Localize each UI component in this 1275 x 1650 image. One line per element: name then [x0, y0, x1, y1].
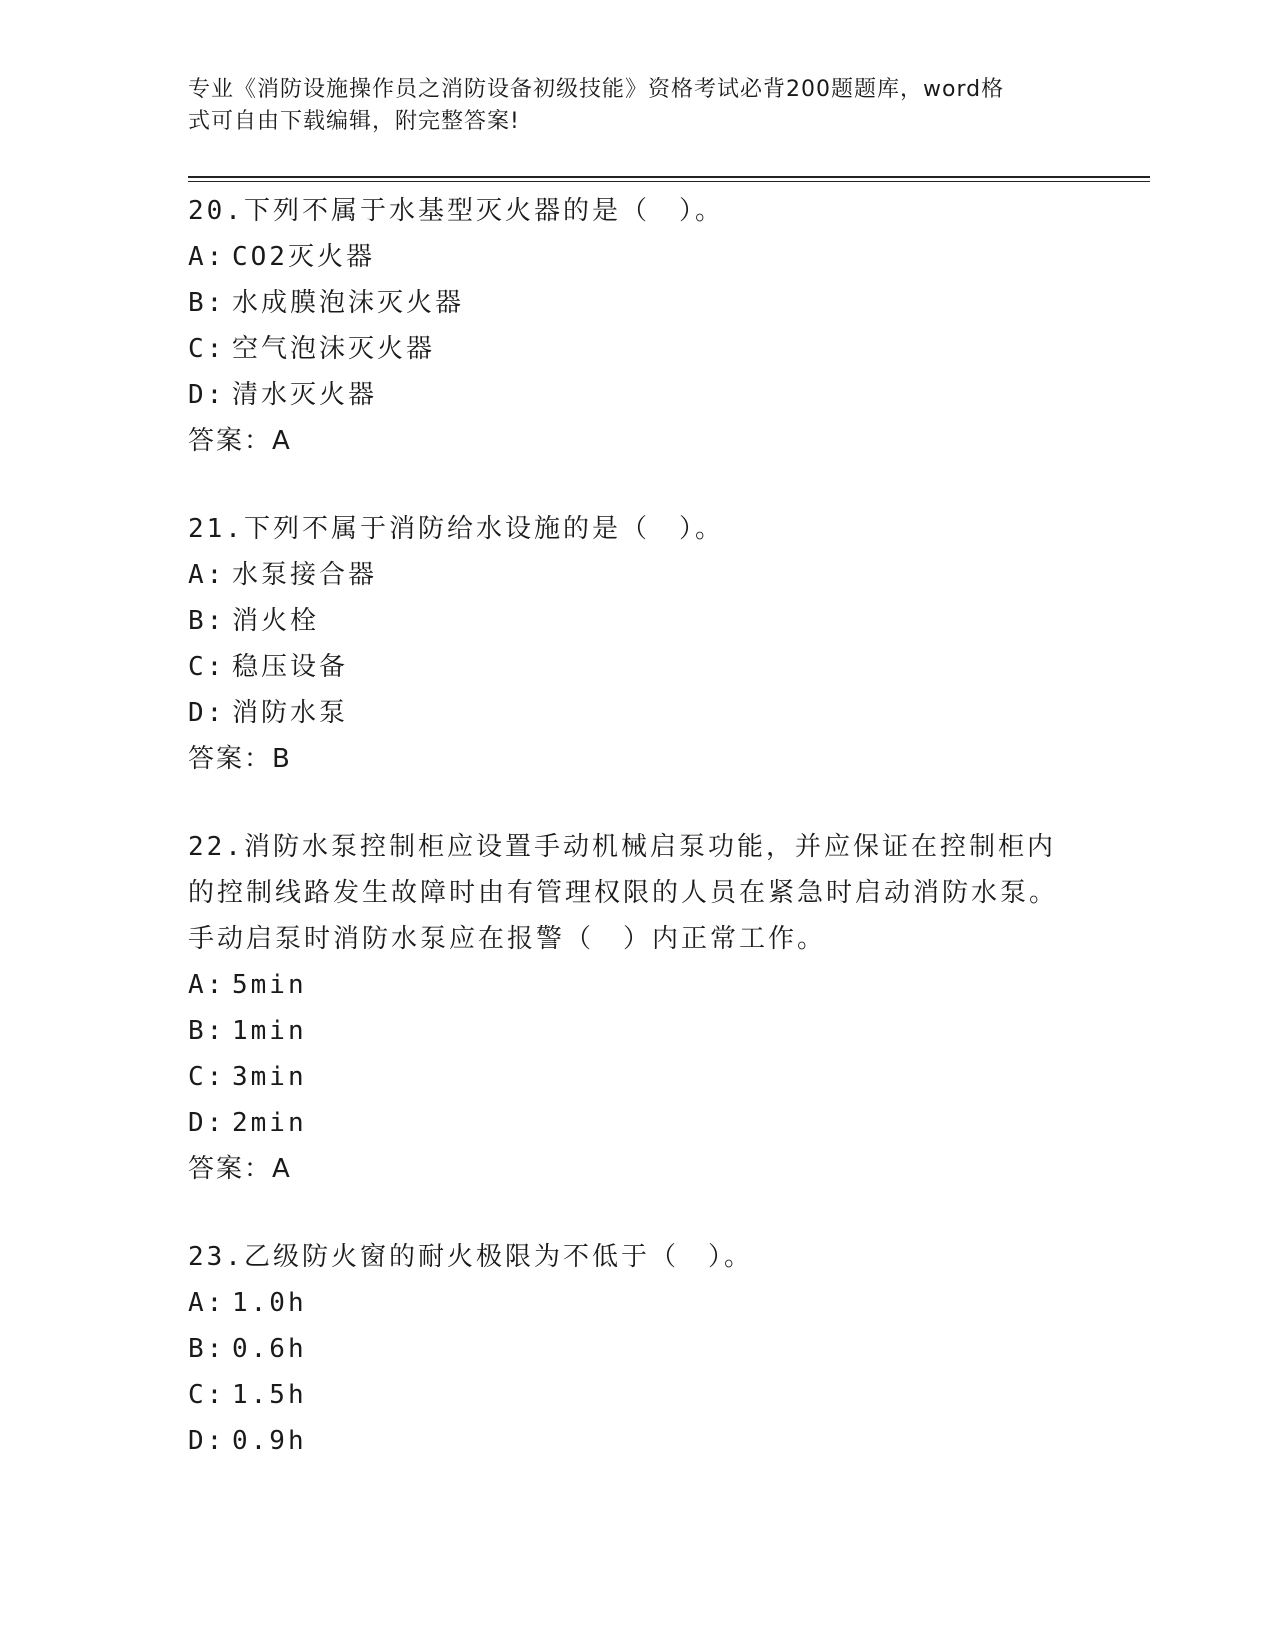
option-d	[188, 1100, 1088, 1146]
option-key: D:	[188, 698, 226, 728]
header-line-2: 式可自由下载编辑，附完整答案!	[188, 109, 520, 134]
option-text: CO2灭火器	[232, 242, 375, 272]
option-b	[188, 280, 1088, 326]
answer-line: 答案：A	[188, 426, 292, 456]
option-text: 2min	[232, 1108, 307, 1138]
question-list	[188, 188, 1088, 1506]
option-b	[188, 1326, 1088, 1372]
question-stem: 23.乙级防火窗的耐火极限为不低于（ ）。	[188, 1242, 753, 1272]
option-key: A:	[188, 1288, 226, 1318]
question-stem: 20.下列不属于水基型灭火器的是（ ）。	[188, 196, 724, 226]
option-text: 3min	[232, 1062, 307, 1092]
header-line-1: 专业《消防设施操作员之消防设备初级技能》资格考试必背200题题库，word格	[188, 77, 1005, 102]
option-text: 1min	[232, 1016, 307, 1046]
option-key: D:	[188, 1108, 226, 1138]
option-c	[188, 1054, 1088, 1100]
question-stem: 22.消防水泵控制柜应设置手动机械启泵功能，并应保证在控制柜内的控制线路发生故障时由有管理权限的人员在紧急时启动消防水泵。手动启泵时消防水泵应在报警（ ）内正常工作。	[188, 832, 1059, 954]
option-key: A:	[188, 560, 226, 590]
answer-line: 答案：A	[188, 1154, 292, 1184]
option-key: D:	[188, 380, 226, 410]
option-key: B:	[188, 1016, 226, 1046]
option-key: A:	[188, 970, 226, 1000]
option-key: A:	[188, 242, 226, 272]
question-20	[188, 188, 1088, 464]
option-a	[188, 1280, 1088, 1326]
document-header	[188, 74, 1068, 138]
option-a	[188, 962, 1088, 1008]
option-c	[188, 1372, 1088, 1418]
option-text: 水泵接合器	[232, 560, 378, 590]
option-c	[188, 326, 1088, 372]
option-key: C:	[188, 1062, 226, 1092]
option-d	[188, 690, 1088, 736]
option-text: 稳压设备	[232, 652, 349, 682]
header-divider-thin	[188, 181, 1150, 182]
option-key: B:	[188, 1334, 226, 1364]
question-22	[188, 824, 1088, 1192]
option-text: 空气泡沫灭火器	[232, 334, 436, 364]
option-b	[188, 1008, 1088, 1054]
option-text: 1.0h	[232, 1288, 307, 1318]
option-key: D:	[188, 1426, 226, 1456]
question-21	[188, 506, 1088, 782]
option-a	[188, 234, 1088, 280]
option-text: 消火栓	[232, 606, 320, 636]
header-divider-thick	[188, 176, 1150, 178]
question-stem: 21.下列不属于消防给水设施的是（ ）。	[188, 514, 724, 544]
option-text: 0.6h	[232, 1334, 307, 1364]
option-b	[188, 598, 1088, 644]
answer-line: 答案：B	[188, 744, 292, 774]
option-text: 消防水泵	[232, 698, 349, 728]
option-key: C:	[188, 652, 226, 682]
option-d	[188, 1418, 1088, 1464]
question-23	[188, 1234, 1088, 1464]
option-key: B:	[188, 288, 226, 318]
option-key: B:	[188, 606, 226, 636]
option-a	[188, 552, 1088, 598]
option-text: 清水灭火器	[232, 380, 378, 410]
option-text: 水成膜泡沫灭火器	[232, 288, 465, 318]
option-key: C:	[188, 334, 226, 364]
option-c	[188, 644, 1088, 690]
option-text: 1.5h	[232, 1380, 307, 1410]
option-text: 5min	[232, 970, 307, 1000]
option-text: 0.9h	[232, 1426, 307, 1456]
option-d	[188, 372, 1088, 418]
option-key: C:	[188, 1380, 226, 1410]
